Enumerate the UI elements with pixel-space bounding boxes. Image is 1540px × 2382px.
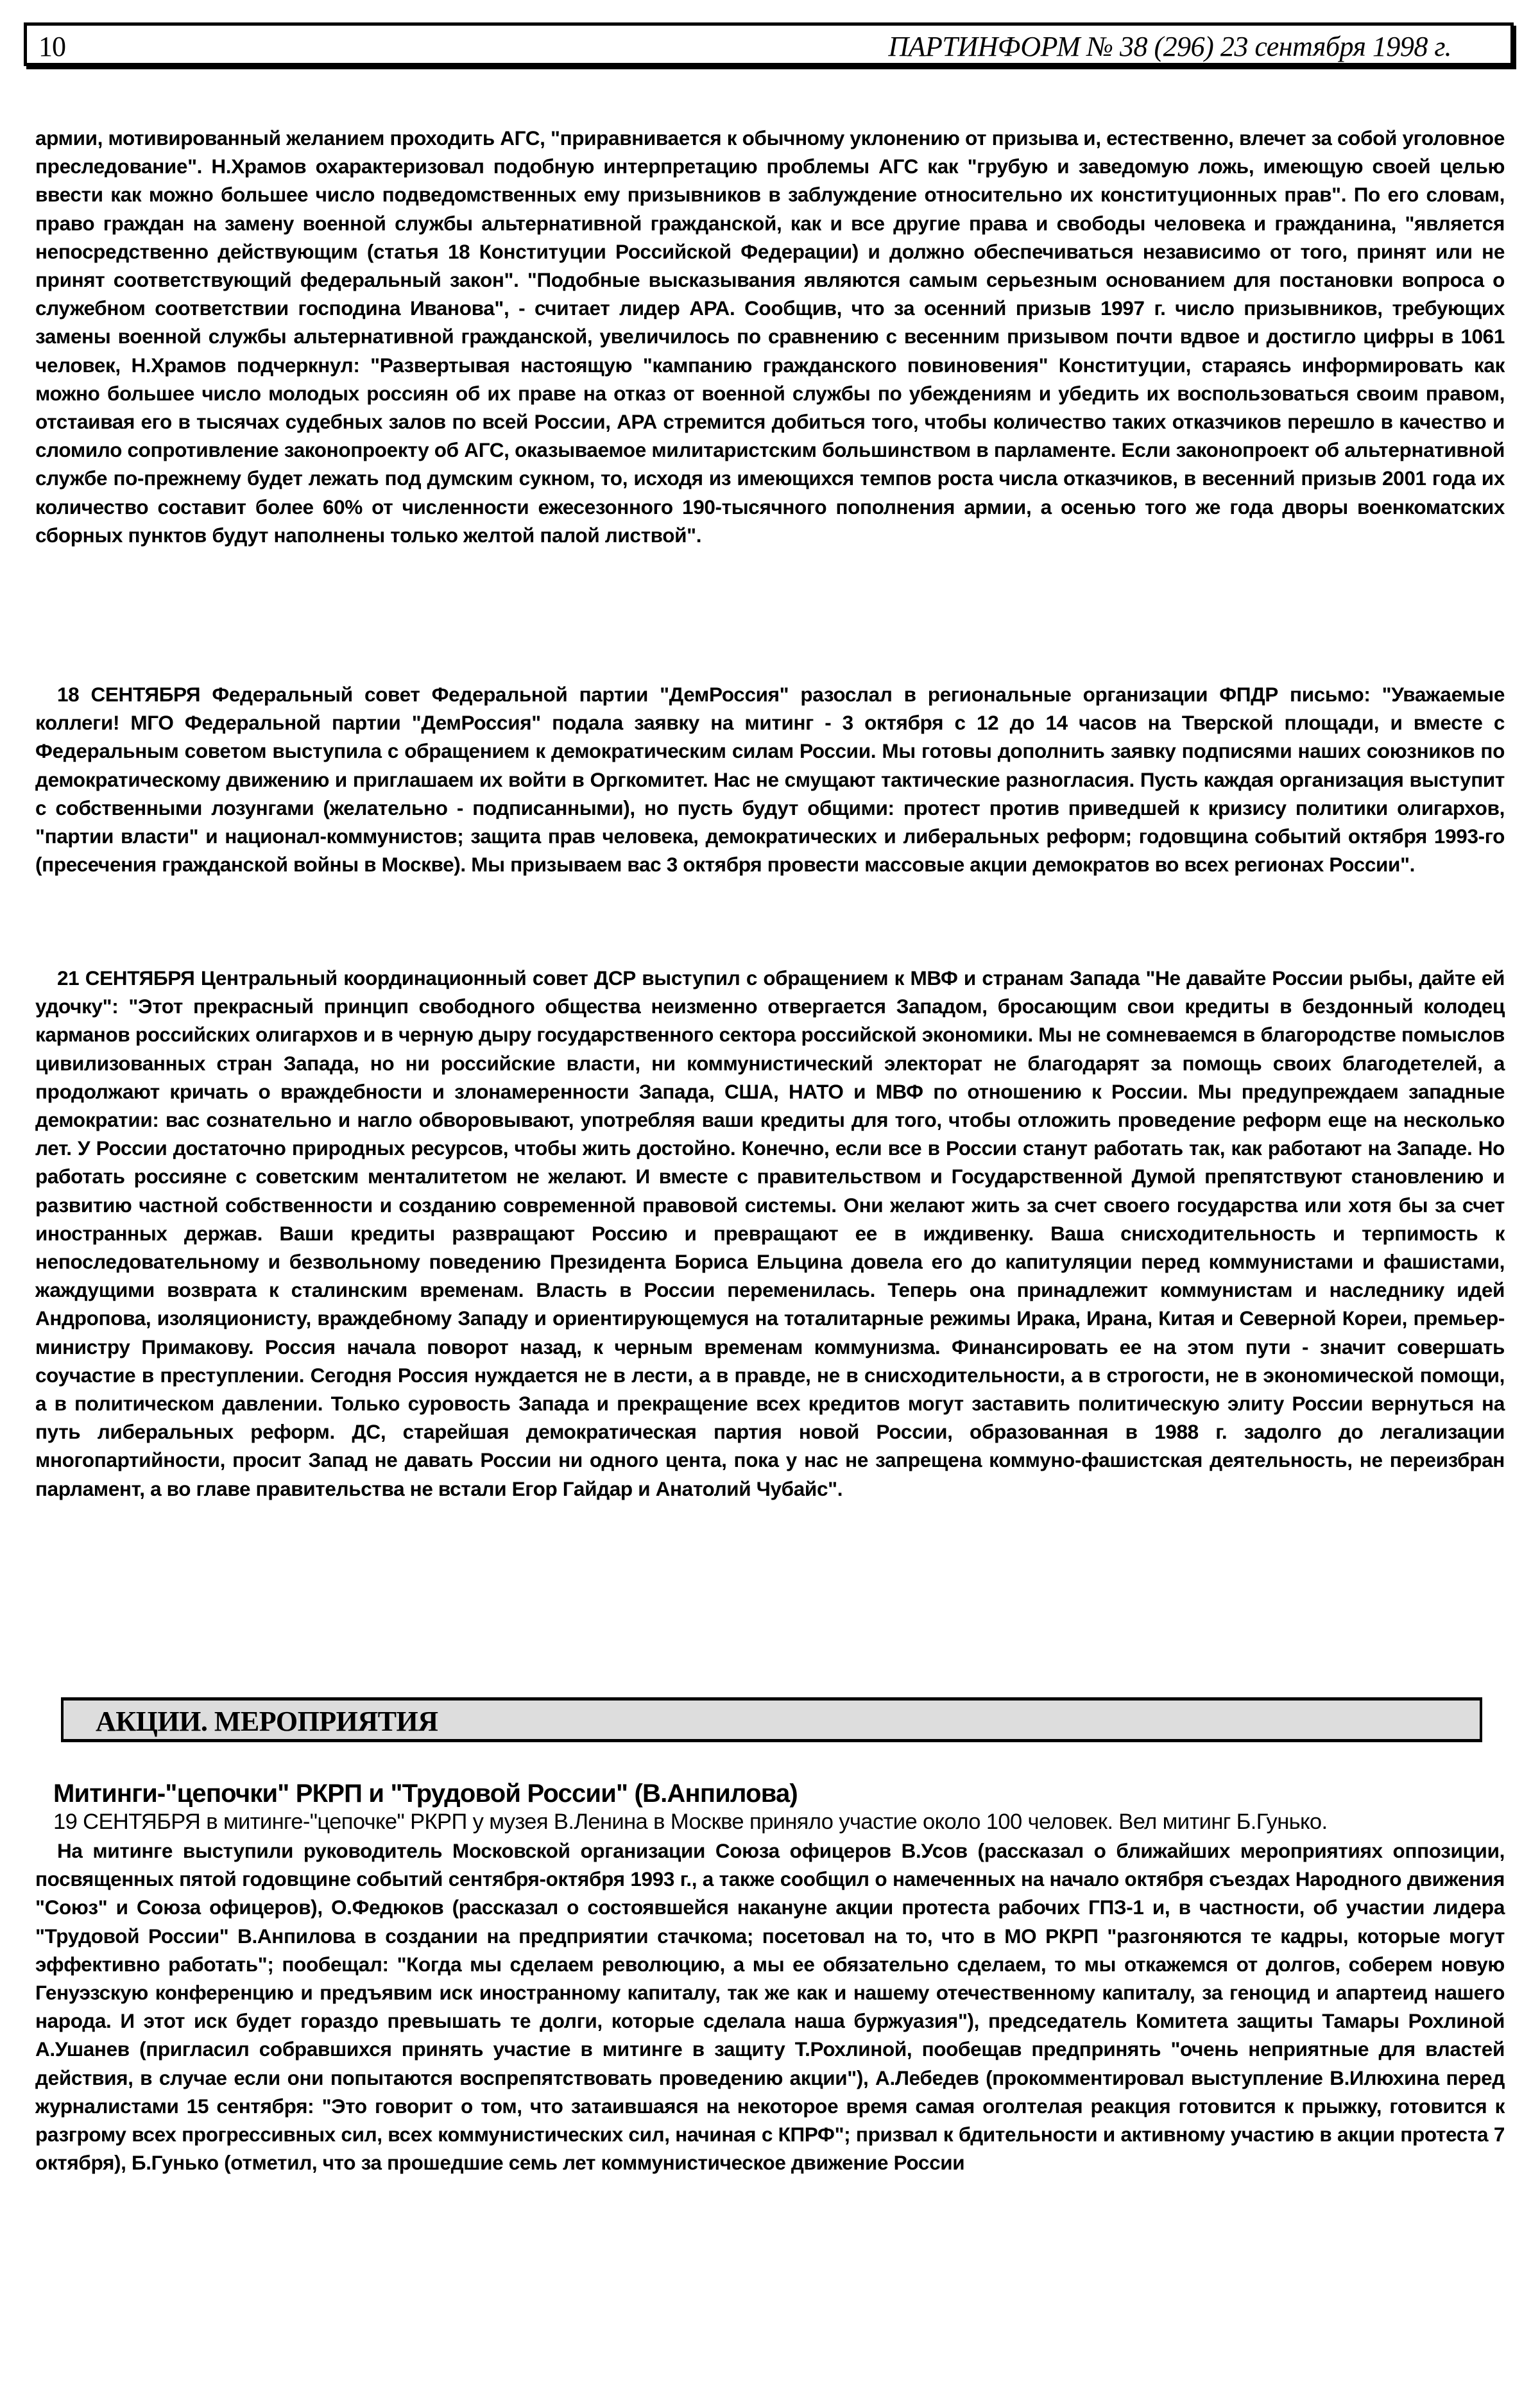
- article-body: На митинге выступили руководитель Московской организации Союза офицеров В.Усов (рассказал о ближайших мероприятиях оппозиции, посвященных пятой годовщине событий сентября-октября 1993 г., а также сообщил о намеченных на начало октября съездах Народного движения "Союз" и Союза офицеров), О.Федюков (рассказал о состоявшейся накануне акции протеста рабочих ГПЗ-1 и, в частности, об участии лидера "Трудовой России" В.Анпилова в создании на предприятии стачкома; посетовал на то, что в МО РКРП "разгоняются те кадры, которые могут эффективно работать"; пообещал: "Когда мы сделаем революцию, а мы ее обязательно сделаем, то мы откажемся от долгов, соберем новую Генуэзскую конференцию и предъявим иск иностранному капиталу, так же как и нашему отечественному капиталу, за геноцид и апартеид нашего народа. И этот иск будет гораздо превышать те долги, которые сделала наша буржуазия"), председатель Комитета защиты Тамары Рохлиной А.Ушанев (пригласил собравшихся принять участие в митинге в защиту Т.Рохлиной, пообещав предпринять "очень неприятные для властей действия, в случае если они попытаются воспрепятствовать проведению акции"), А.Лебедев (прокомментировал выступление В.Илюхина перед журналистами 15 сентября: "Это говорит о том, что затаившаяся на некоторое время самая оголтелая реакция готовится к прыжку, готовится к разгрому всех прогрессивных сил, всех коммунистических сил, начиная с КПРФ"; призвал к бдительности и активному участию в акции протеста 7 октября), Б.Гунько (отметил, что за прошедшие семь лет коммунистическое движение России: [35, 1839, 1505, 2175]
- paragraph-dsr-appeal: 21 СЕНТЯБРЯ Центральный координационный совет ДСР выступил с обращением к МВФ и странам Запада "Не давайте России рыбы, дайте ей удочку": "Этот прекрасный принцип свободного общества неизменно отвергается Западом, бросающим свои кредиты в бездонный колодец карманов российских олигархов и в черную дыру государственного сектора российской экономики. Мы не сомневаемся в благородстве помыслов цивилизованных стран Запада, но ни российские власти, ни коммунистический электорат не благодарят за помощь своих благодетелей, а продолжают кричать о враждебности и злонамеренности Запада, США, НАТО и МВФ по отношению к России. Мы предупреждаем западные демократии: вас сознательно и нагло обворовывают, употребляя ваши кредиты для того, чтобы отложить проведение реформ еще на несколько лет. У России достаточно природных ресурсов, чтобы жить достойно. Конечно, если все в России станут работать так, как работают на Западе. Но работать россияне с советским менталитетом не желают. И вместе с правительством и Государственной Думой препятствуют становлению и развитию частной собственности и созданию современной правовой системы. Они желают жить за счет своего государства или хотя бы за счет иностранных держав. Ваши кредиты развращают Россию и превращают ее в иждивенку. Ваша снисходительность и терпимость к непоследовательному и безвольному поведению Президента Бориса Ельцина довела его до капитуляции перед коммунистами и фашистами, жаждущими возврата к сталинским временам. Власть в России переменилась. Теперь она принадлежит коммунистам и наследнику идей Андропова, изоляционисту, враждебному Западу и ориентирующемуся на тоталитарные режимы Ирака, Ирана, Китая и Северной Кореи, премьер-министру Примакову. Россия начала поворот назад, к черным временам коммунизма. Финансировать ее на этом пути - значит совершать соучастие в преступлении. Сегодня Россия нуждается не в лести, а в правде, не в снисходительности, а в строгости, не в экономической помощи, а в политическом давлении. Только суровость Запада и прекращение всех кредитов могут заставить политическую элиту России вернуться на путь либеральных реформ. ДС, старейшая демократическая партия новой России, образованная в 1988 г. задолго до легализации многопартийности, просит Запад не давать России ни одного цента, пока у нас не запрещена коммуно-фашистская деятельность, не переизбран парламент, а во главе правительства не встали Егор Гайдар и Анатолий Чубайс".: [35, 966, 1505, 1500]
- page-number: 10: [38, 31, 65, 62]
- article-rally: [35, 1779, 1505, 2177]
- article-lede: 19 СЕНТЯБРЯ в митинге-"цепочке" РКРП у музея В.Ленина в Москве приняло участие около 100 человек. Вел митинг Б.Гунько.: [53, 1810, 1328, 1834]
- page-header: [24, 22, 1514, 66]
- news-item-18-september: [35, 680, 1505, 878]
- masthead-issue-date: ПАРТИНФОРМ № 38 (296) 23 сентября 1998 г.: [888, 31, 1451, 62]
- paragraph-demrossiya-letter: 18 СЕНТЯБРЯ Федеральный совет Федеральной партии "ДемРоссия" разослал в региональные организации ФПДР письмо: "Уважаемые коллеги! МГО Федеральной партии "ДемРоссия" подала заявку на митинг - 3 октября с 12 до 14 часов на Тверской площади, и вместе с Федеральным советом выступила с обращением к демократическим силам России. Мы готовы дополнить заявку подписями наших союзников по демократическому движению и приглашаем их войти в Оргкомитет. Нас не смущают тактические разногласия. Пусть каждая организация выступит с собственными лозунгами (желательно - подписанными), но пусть будут общими: протест против приведшей к кризису политики олигархов, "партии власти" и национал-коммунистов; защита прав человека, демократических и либеральных реформ; годовщина событий октября 1993-го (пресечения гражданской войны в Москве). Мы призываем вас 3 октября провести массовые акции демократов во всех регионах России".: [35, 683, 1505, 877]
- section-title: АКЦИИ. МЕРОПРИЯТИЯ: [96, 1706, 438, 1737]
- article-headline: Митинги-"цепочки" РКРП и "Трудовой России" (В.Анпилова): [53, 1779, 798, 1808]
- article-continuation: [35, 124, 1505, 549]
- news-item-21-september: [35, 964, 1505, 1503]
- paragraph-ara-alternative-service: армии, мотивированный желанием проходить АГС, "приравнивается к обычному уклонению от призыва и, естественно, влечет за собой уголовное преследование". Н.Храмов охарактеризовал подобную интерпретацию проблемы АГС как "грубую и заведомую ложь, имеющую своей целью ввести как можно большее число подведомственных ему призывников в заблуждение относительно их конституционных прав". По его словам, право граждан на замену военной службы альтернативной гражданской, как и все другие права и свободы человека и гражданина, "является непосредственно действующим (статья 18 Конституции Российской Федерации) и должно обеспечиваться независимо от того, принят или не принят соответствующий федеральный закон". "Подобные высказывания являются самым серьезным основанием для постановки вопроса о служебном соответствии господина Иванова", - считает лидер АРА. Сообщив, что за осенний призыв 1997 г. число призывников, требующих замены военной службы альтернативной гражданской, увеличилось по сравнению с весенним призывом почти вдвое и достигло цифры в 1061 человек, Н.Храмов подчеркнул: "Развертывая настоящую "кампанию гражданского повиновения" Конституции, стараясь информировать как можно большее число молодых россиян об их праве на отказ от военной службы по убеждениям и убедить их воспользоваться своим правом, отстаивая его в тысячах судебных залов по всей России, АРА стремится добиться того, чтобы количество таких отказчиков перешло в качество и сломило сопротивление законопроекту об АГС, оказываемое милитаристским большинством в парламенте. Если законопроект об альтернативной службе по-прежнему будет лежать под думским сукном, то, исходя из имеющихся темпов роста числа отказчиков, в весенний призыв 2001 года их количество составит более 60% от численности ежесезонного 190-тысячного пополнения армии, а осенью того же года дворы военкоматских сборных пунктов будут наполнены только желтой палой листвой".: [35, 126, 1505, 547]
- section-banner: [61, 1697, 1482, 1742]
